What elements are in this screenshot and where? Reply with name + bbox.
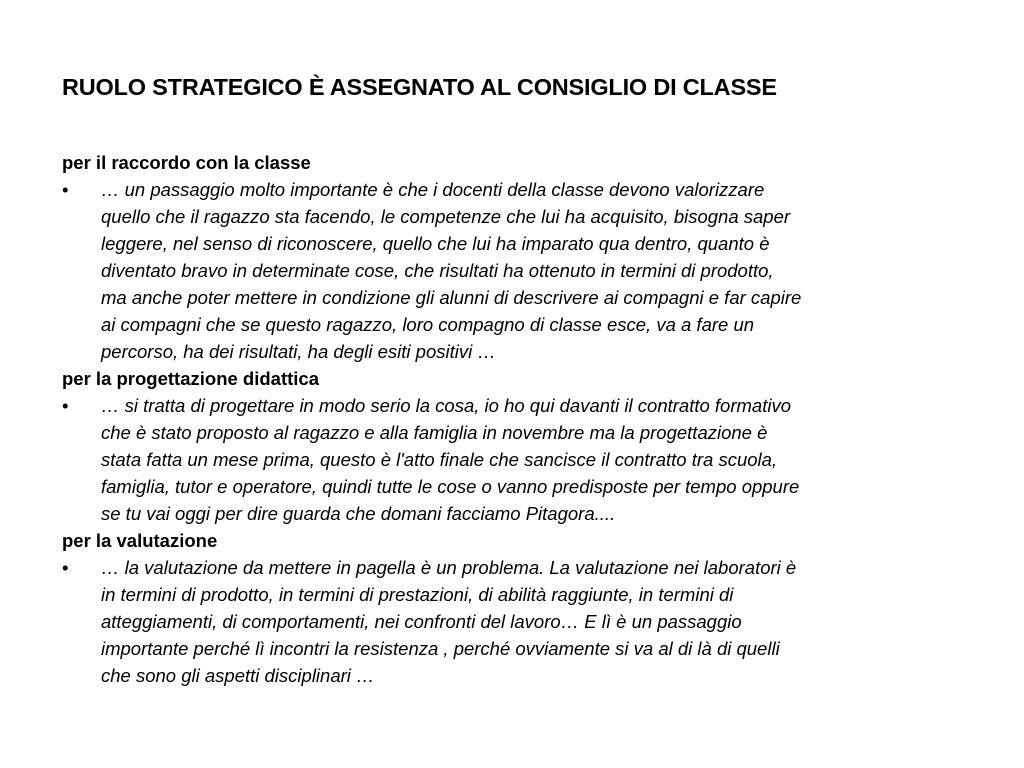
section-valutazione: [62, 527, 972, 689]
bullet-item: [62, 554, 972, 689]
bullet-line: … la valutazione da mettere in pagella è un problema. La valutazione nei laboratori è: [101, 557, 797, 578]
bullet-line: … un passaggio molto importante è che i docenti della classe devono valorizzare: [101, 179, 765, 200]
bullet-dot: •: [62, 395, 69, 416]
section-heading: per la valutazione: [62, 530, 218, 551]
bullet-dot: •: [62, 557, 69, 578]
bullet-line: quello che il ragazzo sta facendo, le competenze che lui ha acquisito, bisogna saper: [101, 206, 791, 227]
section-progettazione: [62, 365, 972, 527]
slide-title: RUOLO STRATEGICO È ASSEGNATO AL CONSIGLIO DI CLASSE: [62, 74, 777, 100]
bullet-line: atteggiamenti, di comportamenti, nei confronti del lavoro… E lì è un passaggio: [101, 611, 742, 632]
bullet-line: diventato bravo in determinate cose, che risultati ha ottenuto in termini di prodotto,: [101, 260, 774, 281]
bullet-line: ai compagni che se questo ragazzo, loro compagno di classe esce, va a fare un: [101, 314, 755, 335]
bullet-line: se tu vai oggi per dire guarda che domani facciamo Pitagora....: [101, 503, 616, 524]
bullet-line: che sono gli aspetti disciplinari …: [101, 665, 375, 686]
bullet-line: che è stato proposto al ragazzo e alla famiglia in novembre ma la progettazione è: [101, 422, 768, 443]
bullet-line: famiglia, tutor e operatore, quindi tutte le cose o vanno predisposte per tempo oppure: [101, 476, 800, 497]
bullet-line: importante perché lì incontri la resistenza , perché ovviamente si va al di là di quelli: [101, 638, 780, 659]
section-heading: per la progettazione didattica: [62, 368, 319, 389]
bullet-line: stata fatta un mese prima, questo è l'atto finale che sancisce il contratto tra scuola,: [101, 449, 778, 470]
bullet-line: percorso, ha dei risultati, ha degli esiti positivi …: [101, 341, 496, 362]
bullet-item: [62, 392, 972, 527]
section-raccordo: [62, 149, 972, 365]
slide-content: [62, 149, 972, 689]
bullet-dot: •: [62, 179, 69, 200]
section-heading: per il raccordo con la classe: [62, 152, 311, 173]
bullet-line: leggere, nel senso di riconoscere, quello che lui ha imparato qua dentro, quanto è: [101, 233, 770, 254]
bullet-item: [62, 176, 972, 365]
bullet-line: … si tratta di progettare in modo serio la cosa, io ho qui davanti il contratto formativo: [101, 395, 791, 416]
bullet-line: in termini di prodotto, in termini di prestazioni, di abilità raggiunte, in termini di: [101, 584, 734, 605]
bullet-line: ma anche poter mettere in condizione gli alunni di descrivere ai compagni e far capire: [101, 287, 802, 308]
